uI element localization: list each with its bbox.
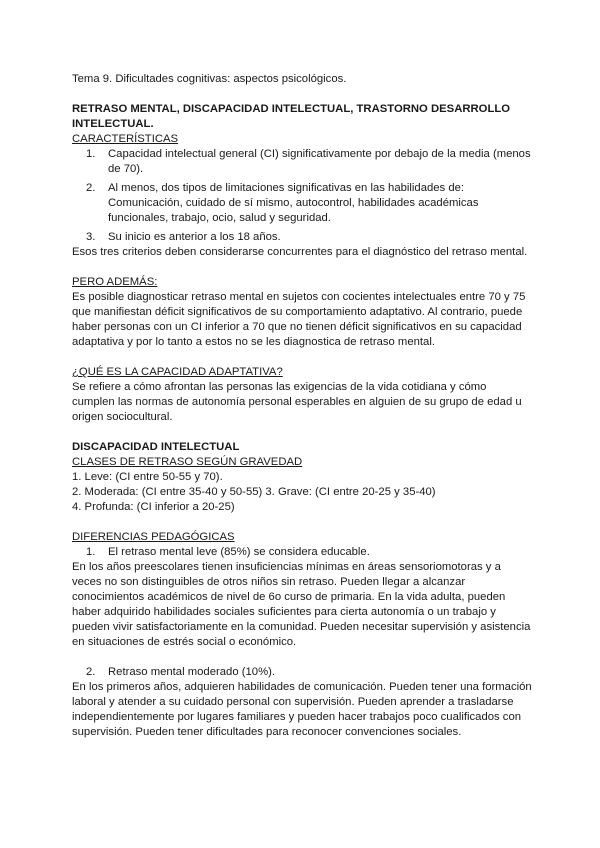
list-item [72, 545, 532, 560]
list-item [72, 181, 532, 226]
clase-line: 2. Moderada: (CI entre 35-40 y 50-55) 3. Grave: (CI entre 20-25 y 35-40) [72, 486, 436, 498]
pero-heading: PERO ADEMÁS: [72, 276, 158, 288]
list-item [72, 147, 532, 177]
list-item-number: 2. [86, 182, 96, 194]
list-item-text: El retraso mental leve (85%) se considera educable. [108, 546, 370, 558]
diferencias-heading: DIFERENCIAS PEDAGÓGICAS [72, 531, 235, 543]
list-item-text: Capacidad intelectual general (CI) significativamente por debajo de la media (menos de 70). [108, 148, 531, 175]
pero-paragraph: Es posible diagnosticar retraso mental en sujetos con cocientes intelectuales entre 70 y 75 que manifiestan déficit significativos de su comportamiento adaptativo. Al contrario, puede haber personas con un CI inferior a 70 que no tienen déficit significativos en su capacidad adaptativa y por lo tanto a estos no se les diagnostica de retraso mental. [72, 291, 526, 348]
characteristics-heading: CARACTERÍSTICAS [72, 133, 179, 145]
document-title: RETRASO MENTAL, DISCAPACIDAD INTELECTUAL, TRASTORNO DESARROLLO INTELECTUAL. [72, 103, 511, 130]
clase-line: 4. Profunda: (CI inferior a 20-25) [72, 501, 235, 513]
list-item-text: Su inicio es anterior a los 18 años. [108, 231, 281, 243]
document-header: Tema 9. Dificultades cognitivas: aspectos psicológicos. [72, 73, 347, 85]
list-item-number: 2. [86, 666, 96, 678]
list-item-text: Retraso mental moderado (10%). [108, 666, 276, 678]
list-item [72, 665, 532, 680]
moderado-paragraph: En los primeros años, adquieren habilidades de comunicación. Pueden tener una formación laboral y atender a su cuidado personal con supervisión. Pueden aprender a trasladarse independientemente por lugares familiares y pueden hacer trabajos poco cualificados con supervisión. Pueden tener dificultades para reconocer convenciones sociales. [72, 681, 532, 738]
characteristics-note: Esos tres criterios deben considerarse concurrentes para el diagnóstico del retraso mental. [72, 246, 528, 258]
list-item-number: 1. [86, 546, 96, 558]
list-item-number: 3. [86, 231, 96, 243]
list-item-text: Al menos, dos tipos de limitaciones significativas en las habilidades de: Comunicación, cuidado de sí mismo, autocontrol, habilidades académicas funcionales, trabajo, ocio, salud y seguridad. [108, 182, 479, 224]
leve-paragraph: En los años preescolares tienen insuficiencias mínimas en áreas sensoriomotoras y a veces no son distinguibles de otros niños sin retraso. Pueden llegar a alcanzar conocimientos académicos de nivel de 6o curso de primaria. En la vida adulta, pueden haber adquirido habilidades sociales suficientes para cierta autonomía o un trabajo y pueden vivir satisfactoriamente en la comunidad. Pueden necesitar supervisión y asistencia en situaciones de estrés social o económico. [72, 561, 531, 648]
characteristics-list [72, 147, 532, 245]
adaptativa-heading: ¿QUÉ ES LA CAPACIDAD ADAPTATIVA? [72, 366, 283, 378]
list-item [72, 230, 532, 245]
list-item-number: 1. [86, 148, 96, 160]
document-body [72, 72, 532, 740]
clases-heading: CLASES DE RETRASO SEGÚN GRAVEDAD [72, 456, 303, 468]
adaptativa-paragraph: Se refiere a cómo afrontan las personas las exigencias de la vida cotidiana y cómo cumplen las normas de autonomía personal esperables en alguien de su grupo de edad u origen sociocultural. [72, 381, 522, 423]
clase-line: 1. Leve: (CI entre 50-55 y 70). [72, 471, 223, 483]
discapacidad-heading: DISCAPACIDAD INTELECTUAL [72, 441, 240, 453]
